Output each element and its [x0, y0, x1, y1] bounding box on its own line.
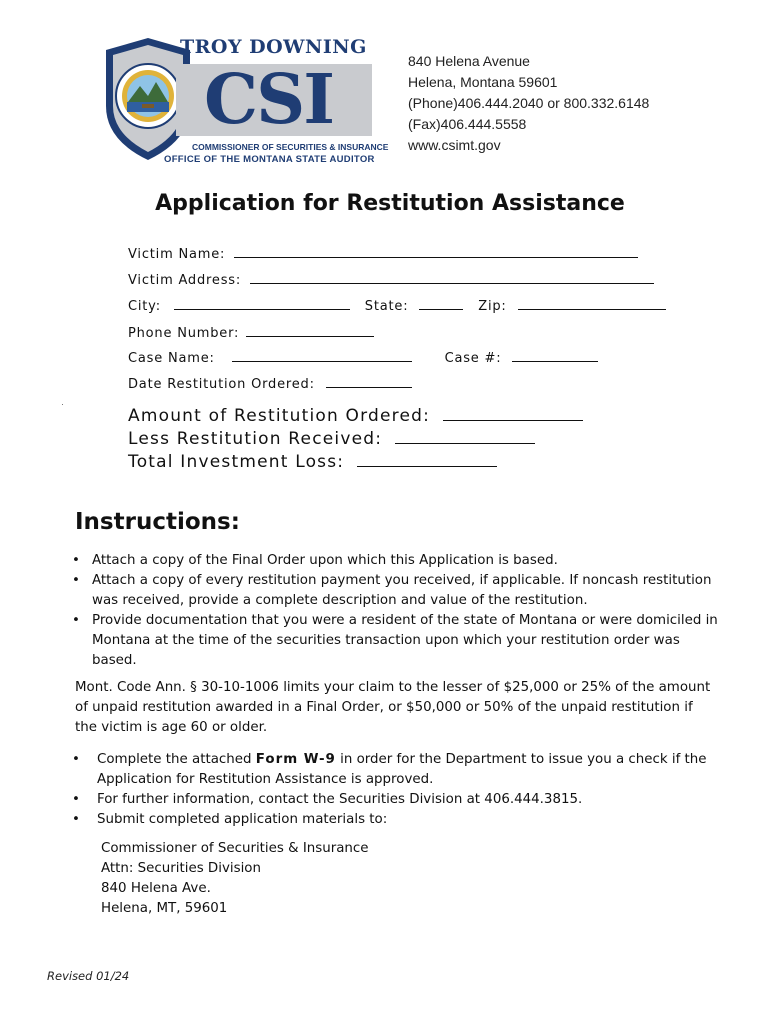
w9-form-name: Form W-9	[255, 752, 336, 767]
mailing-line2: Attn: Securities Division	[101, 861, 261, 876]
date-row	[128, 375, 412, 392]
bullet-icon: •	[72, 792, 80, 807]
logo-line2: OFFICE OF THE MONTANA STATE AUDITOR	[164, 154, 375, 165]
phone-field[interactable]	[246, 324, 374, 337]
list-item	[72, 790, 722, 810]
amount-ordered-label: Amount of Restitution Ordered:	[128, 406, 431, 426]
bullet-icon: •	[72, 573, 80, 588]
total-loss-label: Total Investment Loss:	[128, 452, 345, 472]
instructions-heading: Instructions:	[75, 509, 240, 535]
victim-address-label: Victim Address:	[128, 273, 242, 288]
mailing-address	[101, 839, 369, 919]
mailing-line4: Helena, MT, 59601	[101, 901, 228, 916]
state-label: State:	[364, 299, 409, 314]
victim-address-row	[128, 271, 654, 288]
instructions-list-2	[72, 750, 722, 830]
case-name-field[interactable]	[232, 349, 412, 362]
victim-name-label: Victim Name:	[128, 247, 226, 262]
bullet-icon: •	[72, 553, 80, 568]
csi-logo	[104, 36, 389, 166]
stray-dot	[62, 404, 63, 405]
list-item	[72, 571, 722, 611]
restitution-received-field[interactable]	[395, 428, 535, 444]
city-state-zip-row	[128, 297, 666, 314]
mailing-line3: 840 Helena Ave.	[101, 881, 211, 896]
revised-date: Revised 01/24	[47, 969, 130, 983]
restitution-received-row	[128, 428, 535, 449]
case-row	[128, 349, 598, 366]
city-field[interactable]	[174, 297, 350, 310]
zip-field[interactable]	[518, 297, 666, 310]
w9-text-before: Complete the attached	[97, 752, 256, 767]
logo-csi-text: CSI	[204, 60, 334, 140]
page-title: Application for Restitution Assistance	[155, 191, 625, 216]
list-item-text: Attach a copy of every restitution payment you received, if applicable. If noncash restitution was received, provide a complete description and value of the restitution.	[92, 573, 712, 608]
list-item-text: Submit completed application materials to:	[97, 812, 388, 827]
logo-top-text: TROY DOWNING	[180, 36, 367, 58]
city-label: City:	[128, 299, 161, 314]
bullet-icon: •	[72, 613, 80, 628]
amount-ordered-field[interactable]	[443, 405, 583, 421]
total-loss-row	[128, 451, 497, 472]
list-item-text: For further information, contact the Securities Division at 406.444.3815.	[97, 792, 583, 807]
address-fax: (Fax)406.444.5558	[408, 116, 527, 132]
phone-label: Phone Number:	[128, 326, 240, 341]
date-ordered-field[interactable]	[326, 375, 412, 388]
list-item	[72, 810, 722, 830]
list-item	[72, 551, 722, 571]
list-item-text: Attach a copy of the Final Order upon which this Application is based.	[92, 553, 558, 568]
list-item	[72, 750, 722, 790]
address-city: Helena, Montana 59601	[408, 74, 558, 90]
logo-line1: COMMISSIONER OF SECURITIES & INSURANCE	[192, 142, 389, 152]
list-item-text: Provide documentation that you were a resident of the state of Montana or were domiciled in Montana at the time of the securities transaction upon which your restitution order was based.	[92, 613, 718, 668]
address-street: 840 Helena Avenue	[408, 53, 530, 69]
address-block	[408, 51, 649, 156]
restitution-received-label: Less Restitution Received:	[128, 429, 383, 449]
case-name-label: Case Name:	[128, 351, 215, 366]
w9-text-after: in order for the Department to issue you a check if the Application for Restitution Assistance is approved.	[97, 752, 707, 787]
address-phone: (Phone)406.444.2040 or 800.332.6148	[408, 95, 650, 111]
list-item	[72, 611, 722, 671]
zip-label: Zip:	[478, 299, 507, 314]
phone-row	[128, 324, 374, 341]
victim-name-field[interactable]	[234, 245, 638, 258]
instructions-list	[72, 551, 722, 671]
mailing-line1: Commissioner of Securities & Insurance	[101, 841, 369, 856]
victim-address-field[interactable]	[250, 271, 654, 284]
bullet-icon: •	[72, 752, 80, 767]
bullet-icon: •	[72, 812, 80, 827]
case-number-label: Case #:	[444, 351, 502, 366]
date-ordered-label: Date Restitution Ordered:	[128, 377, 315, 392]
case-number-field[interactable]	[512, 349, 598, 362]
law-paragraph: Mont. Code Ann. § 30-10-1006 limits your claim to the lesser of $25,000 or 25% of the amount of unpaid restitution awarded in a Final Order, or $50,000 or 50% of the unpaid restitution if the victim is age 60 or older.	[75, 680, 711, 735]
address-web: www.csimt.gov	[408, 137, 501, 153]
state-field[interactable]	[419, 297, 463, 310]
total-loss-field[interactable]	[357, 451, 497, 467]
amount-ordered-row	[128, 405, 583, 426]
victim-name-row	[128, 245, 638, 262]
